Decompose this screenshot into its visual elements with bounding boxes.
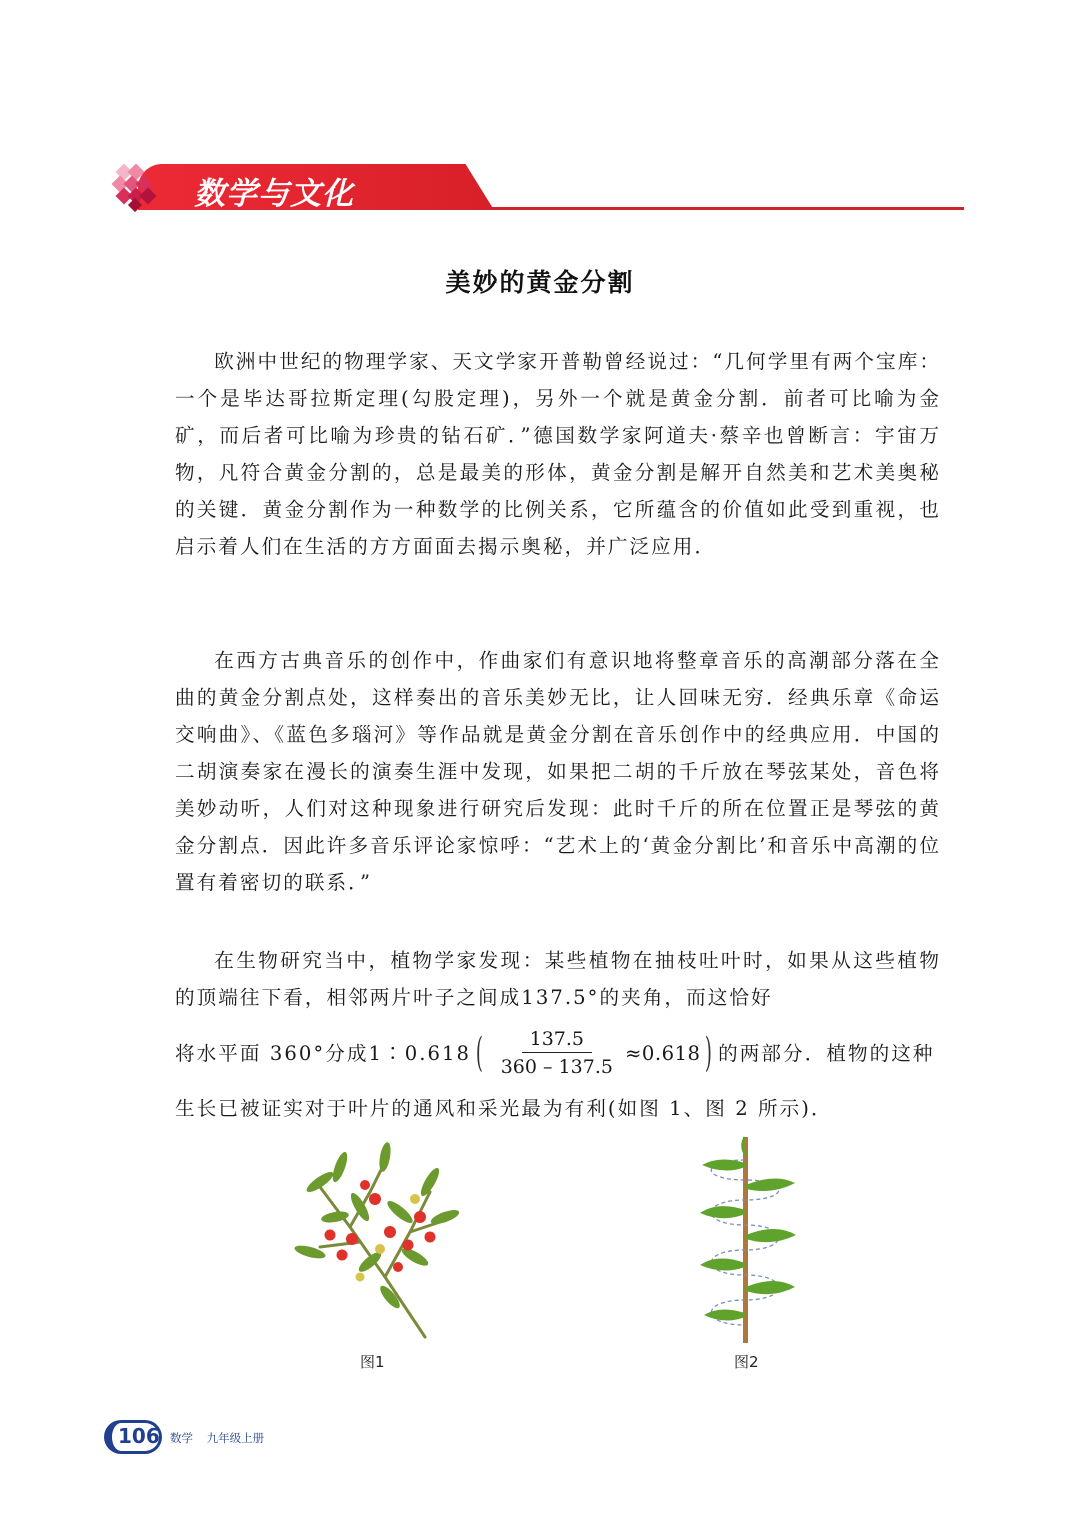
golden-ratio-formula — [175, 1016, 941, 1090]
approx-value: ≈0.618 — [624, 1041, 701, 1065]
paragraph-music: 在西方古典音乐的创作中，作曲家们有意识地将整章音乐的高潮部分落在全曲的黄金分割点处，这样奏出的音乐美妙无比，让人回味无穷．经典乐章《命运交响曲》、《蓝色多瑙河》等作品就是黄金分割在音乐创作中的经典应用．中国的二胡演奏家在漫长的演奏生涯中发现，如果把二胡的千斤放在琴弦某处，音色将美妙动听，人们对这种现象进行研究后发现：此时千斤的所在位置正是琴弦的黄金分割点．因此许多音乐评论家惊呼：“艺术上的‘黄金分割比’和音乐中高潮的位置有着密切的联系．” — [175, 649, 941, 894]
page-number: 106 — [118, 1424, 160, 1448]
section-banner — [108, 160, 968, 216]
book-grade: 九年级上册 — [206, 1431, 265, 1445]
paragraph-kepler: 欧洲中世纪的物理学家、天文学家开普勒曾经说过：“几何学里有两个宝库：一个是毕达哥拉斯定理(勾股定理)，另外一个就是黄金分割．前者可比喻为金矿，而后者可比喻为珍贵的钻石矿．”德国数学家阿道夫·蔡辛也曾断言：宇宙万物，凡符合黄金分割的，总是最美的形体，黄金分割是解开自然美和艺术美奥秘的关键．黄金分割作为一种数学的比例关系，它所蕴含的价值如此受到重视，也启示着人们在生活的方方面面去揭示奥秘，并广泛应用． — [175, 350, 941, 558]
berry-branch-illustration — [290, 1137, 460, 1342]
figure-2-caption: 图2 — [734, 1353, 759, 1371]
fraction-numerator: 137.5 — [522, 1026, 592, 1053]
cube-logo-icon — [108, 160, 172, 216]
right-paren: ) — [705, 1030, 714, 1076]
fraction-denominator: 360 – 137.5 — [500, 1055, 613, 1078]
fraction — [493, 1026, 621, 1081]
formula-suffix: 的两部分．植物的这种 — [718, 1041, 935, 1065]
paragraph-botany — [175, 942, 941, 1127]
book-subject: 数学 — [170, 1431, 193, 1445]
spiral-leaf-stem-illustration — [690, 1135, 805, 1345]
book-info — [170, 1430, 274, 1446]
formula-prefix: 将水平面 360°分成1∶0.618 — [175, 1041, 472, 1065]
botany-text-end: 生长已被证实对于叶片的通风和采光最为有利(如图 1、图 2 所示)． — [175, 1097, 833, 1120]
botany-text-start: 在生物研究当中，植物学家发现：某些植物在抽枝吐叶时，如果从这些植物的顶端往下看，相邻两片叶子之间成137.5°的夹角，而这恰好 — [175, 949, 941, 1009]
banner-title: 数学与文化 — [194, 176, 354, 212]
left-paren: ( — [475, 1030, 484, 1076]
figure-1-caption: 图1 — [360, 1353, 385, 1371]
article-title: 美妙的黄金分割 — [445, 268, 635, 297]
